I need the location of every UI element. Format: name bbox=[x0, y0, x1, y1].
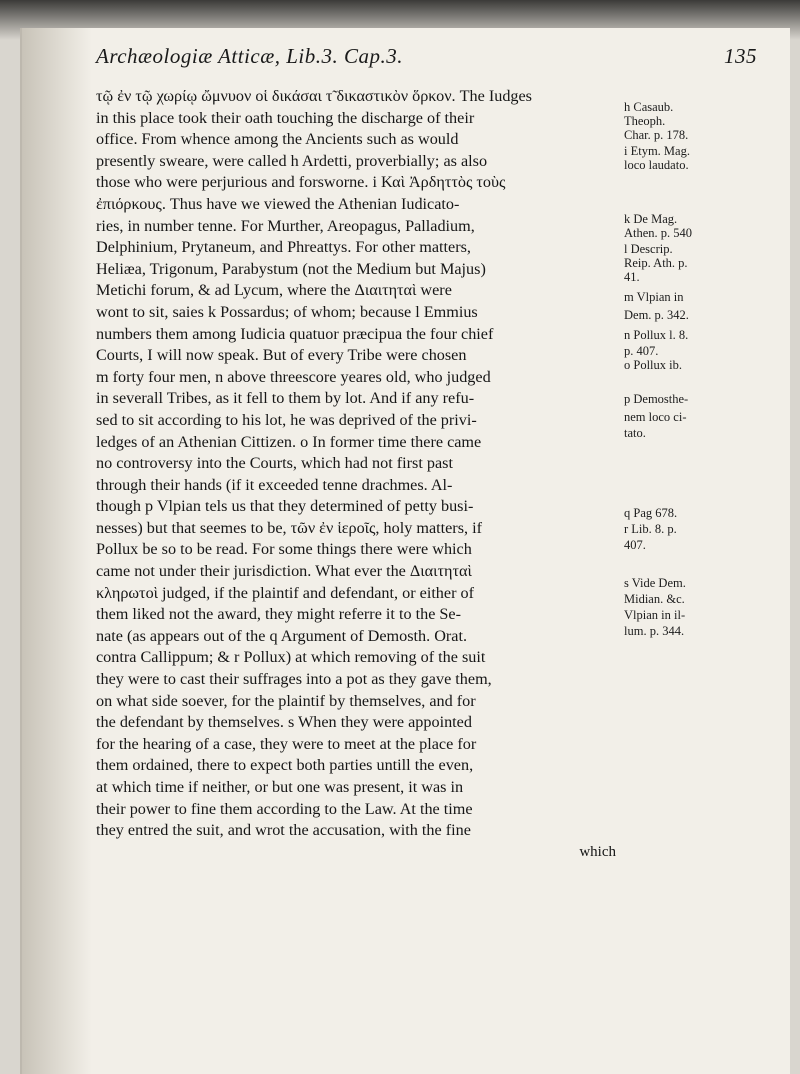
margin-note: tato. bbox=[624, 426, 646, 440]
margin-note: Reip. Ath. p. bbox=[624, 256, 688, 270]
margin-note: i Etym. Mag. bbox=[624, 144, 690, 158]
margin-note: n Pollux l. 8. bbox=[624, 328, 689, 342]
text-line: Heliæa, Trigonum, Parabystum (not the Medium but Majus) bbox=[96, 259, 486, 278]
margin-note: h Casaub. bbox=[624, 100, 674, 114]
text-line: the defendant by themselves. s When they were appointed bbox=[96, 713, 472, 732]
text-line: them liked not the award, they might referre it to the Se- bbox=[96, 605, 462, 624]
margin-note: Athen. p. 540 bbox=[624, 226, 693, 240]
text-line: nate (as appears out of the q Argument of Demosth. Orat. bbox=[96, 626, 468, 645]
margin-note: Midian. &c. bbox=[624, 592, 685, 606]
text-line: came not under their jurisdiction. What ever the Διαιτηταὶ bbox=[96, 562, 472, 581]
text-line: Courts, I will now speak. But of every Tribe were chosen bbox=[96, 346, 467, 365]
text-line: presently sweare, were called h Ardetti, proverbially; as also bbox=[96, 151, 488, 170]
text-line: ries, in number tenne. For Murther, Areopagus, Palladium, bbox=[96, 216, 475, 235]
margin-note: o Pollux ib. bbox=[624, 358, 682, 372]
text-line: τῷ ἐν τῷ χωρίῳ ὤμνυον οἱ δικάσαι τ̃ δικαστικὸν ὅρκον. The Iudges bbox=[96, 87, 532, 105]
margin-note: r Lib. 8. p. bbox=[624, 522, 677, 536]
text-line: office. From whence among the Ancients such as would bbox=[96, 130, 459, 149]
margin-note: loco laudato. bbox=[624, 158, 689, 172]
margin-note: Char. p. 178. bbox=[624, 128, 689, 142]
margin-note: m Vlpian in bbox=[624, 290, 684, 304]
body-text bbox=[96, 86, 616, 863]
text-line: sed to sit according to his lot, he was deprived of the privi- bbox=[96, 410, 477, 429]
margin-note: 41. bbox=[624, 270, 640, 284]
text-line: Delphinium, Prytaneum, and Phreattys. For other matters, bbox=[96, 238, 471, 257]
margin-note: lum. p. 344. bbox=[624, 624, 685, 638]
margin-note: l Descrip. bbox=[624, 242, 673, 256]
text-line: they were to cast their suffrages into a pot as they gave them, bbox=[96, 670, 492, 689]
text-line: numbers them among Iudicia quatuor præcipua the four chief bbox=[96, 324, 494, 343]
catchword: which bbox=[579, 843, 616, 860]
margin-note: k De Mag. bbox=[624, 212, 678, 226]
text-line: them ordained, there to expect both parties untill the even, bbox=[96, 756, 474, 775]
running-title: Archæologiæ Atticæ, Lib.3. Cap.3. bbox=[96, 44, 404, 68]
text-line: in this place took their oath touching the discharge of their bbox=[96, 108, 475, 127]
text-line: those who were perjurious and forsworne. i Καὶ Ἀρδηττὸς τοὺς bbox=[96, 173, 506, 192]
text-line: Pollux be so to be read. For some things there were which bbox=[96, 540, 472, 559]
text-line: ἐπιόρκους. Thus have we viewed the Athenian Iudicato- bbox=[96, 194, 460, 213]
text-line: at which time if neither, or but one was present, it was in bbox=[96, 778, 464, 796]
text-line: for the hearing of a case, they were to meet at the place for bbox=[96, 734, 477, 753]
text-line: nesses) but that seemes to be, τῶν ἐν ἱεροῖς, holy matters, if bbox=[96, 518, 482, 537]
margin-note: nem loco ci- bbox=[624, 410, 687, 424]
text-line: wont to sit, saies k Possardus; of whom; because l Emmius bbox=[96, 302, 478, 321]
margin-note: Vlpian in il- bbox=[624, 608, 686, 622]
text-line: contra Callippum; & r Pollux) at which removing of the suit bbox=[96, 648, 486, 667]
text-line: though p Vlpian tels us that they determined of petty busi- bbox=[96, 497, 474, 516]
text-line: through their hands (if it exceeded tenne drachmes. Al- bbox=[96, 475, 453, 494]
margin-note: p Demosthe- bbox=[624, 392, 689, 406]
text-line: no controversy into the Courts, which had not first past bbox=[96, 454, 453, 473]
text-line: m forty four men, n above threescore yeares old, who judged bbox=[96, 367, 491, 386]
page-gutter bbox=[22, 28, 92, 1074]
margin-note: Theoph. bbox=[624, 114, 666, 128]
margin-note: 407. bbox=[624, 538, 646, 552]
margin-note: q Pag 678. bbox=[624, 506, 678, 520]
margin-note: s Vide Dem. bbox=[624, 576, 686, 590]
text-line: on what side soever, for the plaintif by themselves, and for bbox=[96, 691, 476, 710]
page-header bbox=[96, 44, 756, 76]
text-line: their power to fine them according to the Law. At the time bbox=[96, 799, 473, 818]
text-line: ledges of an Athenian Cittizen. o In former time there came bbox=[96, 432, 482, 451]
text-line: Metichi forum, & ad Lycum, where the Διαιτηταὶ were bbox=[96, 281, 452, 300]
page-number: 135 bbox=[724, 44, 757, 68]
margin-note: Dem. p. 342. bbox=[624, 308, 689, 322]
text-line: they entred the suit, and wrot the accusation, with the fine bbox=[96, 821, 471, 840]
text-line: κληρωτοὶ judged, if the plaintif and defendant, or either of bbox=[96, 583, 475, 602]
text-line: in severall Tribes, as it fell to them by lot. And if any refu- bbox=[96, 389, 475, 408]
margin-note: p. 407. bbox=[624, 344, 659, 358]
